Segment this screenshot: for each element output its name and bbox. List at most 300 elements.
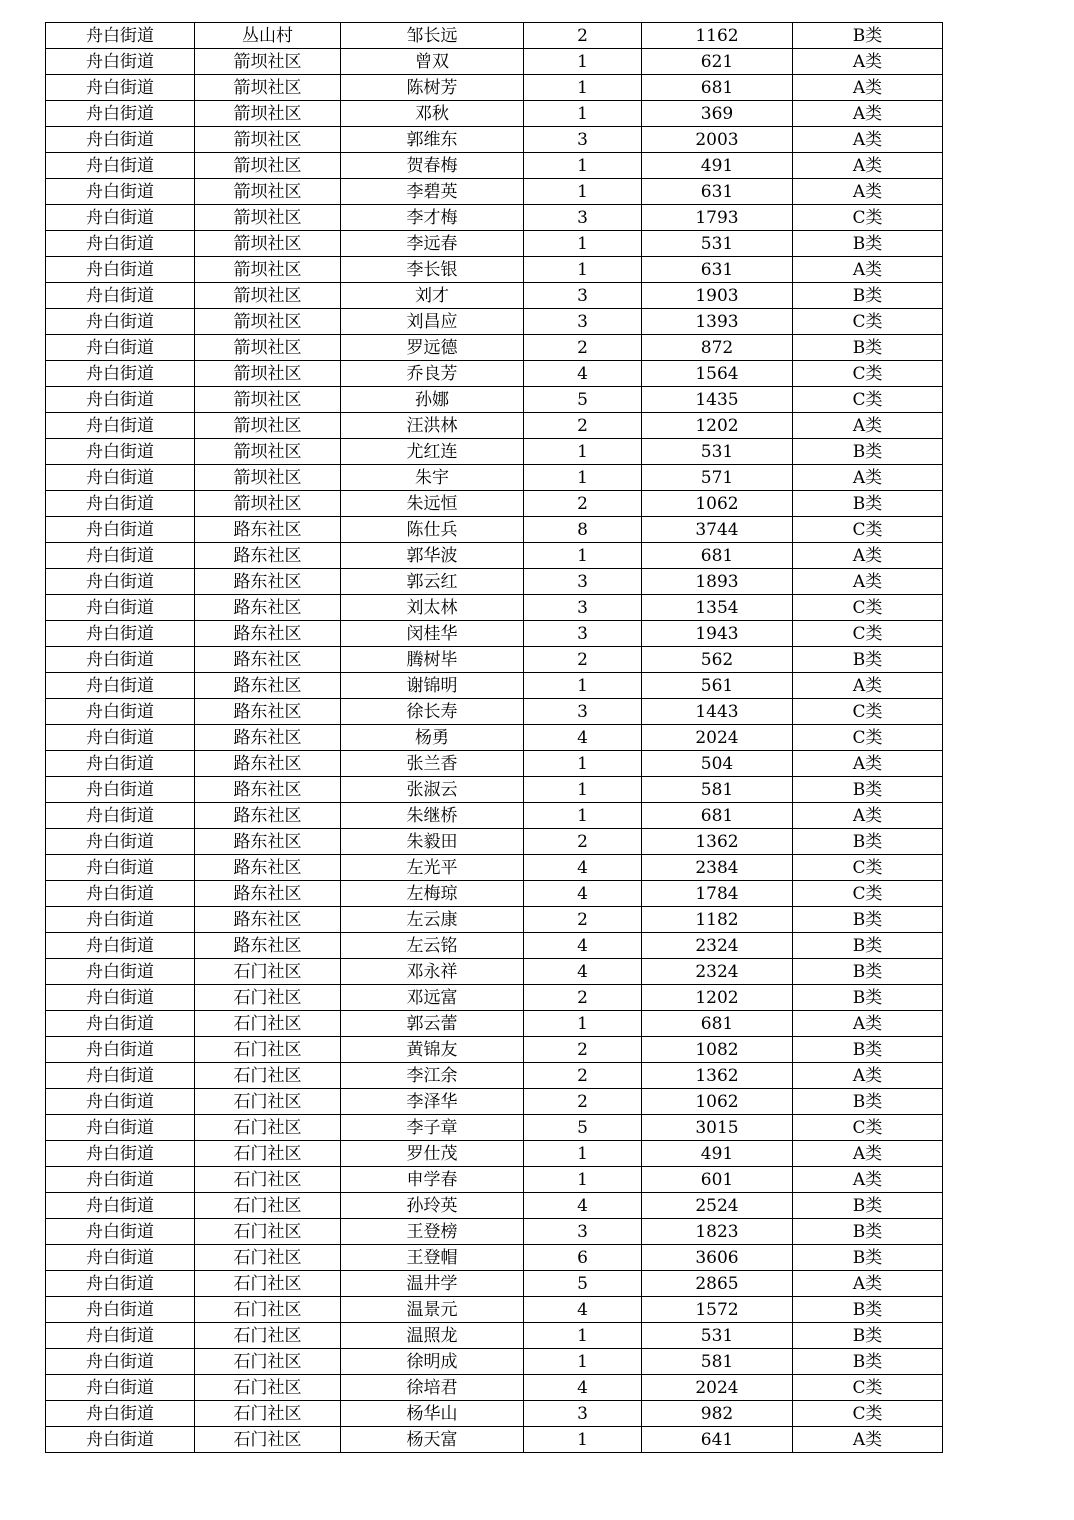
name-cell: 杨天富 xyxy=(341,1427,524,1453)
amount-cell: 3606 xyxy=(642,1245,793,1271)
household-size-cell: 2 xyxy=(524,647,642,673)
category-cell: A类 xyxy=(793,179,943,205)
household-size-cell: 2 xyxy=(524,23,642,49)
community-cell: 石门社区 xyxy=(195,1245,341,1271)
category-cell: B类 xyxy=(793,933,943,959)
table-row xyxy=(46,1115,943,1141)
amount-cell: 621 xyxy=(642,49,793,75)
name-cell: 谢锦明 xyxy=(341,673,524,699)
table-row xyxy=(46,907,943,933)
household-size-cell: 4 xyxy=(524,881,642,907)
community-cell: 路东社区 xyxy=(195,933,341,959)
amount-cell: 631 xyxy=(642,179,793,205)
category-cell: A类 xyxy=(793,127,943,153)
community-cell: 箭坝社区 xyxy=(195,335,341,361)
category-cell: A类 xyxy=(793,1141,943,1167)
category-cell: B类 xyxy=(793,1245,943,1271)
street-cell: 舟白街道 xyxy=(46,127,195,153)
community-cell: 石门社区 xyxy=(195,1271,341,1297)
street-cell: 舟白街道 xyxy=(46,1037,195,1063)
street-cell: 舟白街道 xyxy=(46,75,195,101)
table-row xyxy=(46,881,943,907)
category-cell: C类 xyxy=(793,309,943,335)
category-cell: B类 xyxy=(793,959,943,985)
street-cell: 舟白街道 xyxy=(46,257,195,283)
street-cell: 舟白街道 xyxy=(46,283,195,309)
street-cell: 舟白街道 xyxy=(46,49,195,75)
table-row xyxy=(46,985,943,1011)
household-size-cell: 4 xyxy=(524,959,642,985)
name-cell: 邓永祥 xyxy=(341,959,524,985)
table-row xyxy=(46,1193,943,1219)
name-cell: 徐明成 xyxy=(341,1349,524,1375)
community-cell: 箭坝社区 xyxy=(195,205,341,231)
street-cell: 舟白街道 xyxy=(46,1297,195,1323)
name-cell: 李远春 xyxy=(341,231,524,257)
name-cell: 朱继桥 xyxy=(341,803,524,829)
category-cell: B类 xyxy=(793,231,943,257)
category-cell: C类 xyxy=(793,1401,943,1427)
household-size-cell: 1 xyxy=(524,1141,642,1167)
community-cell: 石门社区 xyxy=(195,1219,341,1245)
name-cell: 左云康 xyxy=(341,907,524,933)
street-cell: 舟白街道 xyxy=(46,803,195,829)
category-cell: B类 xyxy=(793,1297,943,1323)
street-cell: 舟白街道 xyxy=(46,465,195,491)
amount-cell: 1062 xyxy=(642,1089,793,1115)
table-row xyxy=(46,543,943,569)
household-size-cell: 1 xyxy=(524,673,642,699)
household-size-cell: 1 xyxy=(524,1011,642,1037)
household-size-cell: 5 xyxy=(524,387,642,413)
table-row xyxy=(46,309,943,335)
community-cell: 箭坝社区 xyxy=(195,231,341,257)
amount-cell: 1943 xyxy=(642,621,793,647)
street-cell: 舟白街道 xyxy=(46,751,195,777)
community-cell: 箭坝社区 xyxy=(195,101,341,127)
name-cell: 闵桂华 xyxy=(341,621,524,647)
street-cell: 舟白街道 xyxy=(46,1323,195,1349)
records-table-body xyxy=(46,23,943,1453)
street-cell: 舟白街道 xyxy=(46,335,195,361)
community-cell: 箭坝社区 xyxy=(195,309,341,335)
household-size-cell: 1 xyxy=(524,465,642,491)
amount-cell: 1393 xyxy=(642,309,793,335)
community-cell: 箭坝社区 xyxy=(195,127,341,153)
street-cell: 舟白街道 xyxy=(46,1245,195,1271)
category-cell: B类 xyxy=(793,23,943,49)
household-size-cell: 4 xyxy=(524,933,642,959)
street-cell: 舟白街道 xyxy=(46,1271,195,1297)
table-row xyxy=(46,959,943,985)
category-cell: B类 xyxy=(793,1089,943,1115)
category-cell: A类 xyxy=(793,751,943,777)
table-row xyxy=(46,1063,943,1089)
community-cell: 路东社区 xyxy=(195,647,341,673)
amount-cell: 1062 xyxy=(642,491,793,517)
amount-cell: 581 xyxy=(642,1349,793,1375)
amount-cell: 1202 xyxy=(642,413,793,439)
name-cell: 李才梅 xyxy=(341,205,524,231)
table-row xyxy=(46,257,943,283)
table-row xyxy=(46,127,943,153)
household-size-cell: 3 xyxy=(524,569,642,595)
table-row xyxy=(46,413,943,439)
community-cell: 石门社区 xyxy=(195,1297,341,1323)
community-cell: 箭坝社区 xyxy=(195,361,341,387)
amount-cell: 1793 xyxy=(642,205,793,231)
community-cell: 路东社区 xyxy=(195,907,341,933)
amount-cell: 2384 xyxy=(642,855,793,881)
name-cell: 左光平 xyxy=(341,855,524,881)
street-cell: 舟白街道 xyxy=(46,985,195,1011)
household-size-cell: 3 xyxy=(524,1401,642,1427)
category-cell: C类 xyxy=(793,881,943,907)
name-cell: 李子章 xyxy=(341,1115,524,1141)
table-row xyxy=(46,699,943,725)
category-cell: C类 xyxy=(793,621,943,647)
household-size-cell: 4 xyxy=(524,1375,642,1401)
category-cell: A类 xyxy=(793,257,943,283)
name-cell: 郭云红 xyxy=(341,569,524,595)
table-row xyxy=(46,1349,943,1375)
community-cell: 路东社区 xyxy=(195,517,341,543)
category-cell: A类 xyxy=(793,153,943,179)
community-cell: 石门社区 xyxy=(195,1167,341,1193)
amount-cell: 2024 xyxy=(642,725,793,751)
community-cell: 路东社区 xyxy=(195,803,341,829)
category-cell: B类 xyxy=(793,283,943,309)
amount-cell: 1202 xyxy=(642,985,793,1011)
household-size-cell: 4 xyxy=(524,1297,642,1323)
community-cell: 石门社区 xyxy=(195,1037,341,1063)
name-cell: 汪洪林 xyxy=(341,413,524,439)
community-cell: 箭坝社区 xyxy=(195,413,341,439)
amount-cell: 1362 xyxy=(642,1063,793,1089)
community-cell: 石门社区 xyxy=(195,1323,341,1349)
category-cell: A类 xyxy=(793,465,943,491)
household-size-cell: 5 xyxy=(524,1271,642,1297)
community-cell: 石门社区 xyxy=(195,1349,341,1375)
category-cell: C类 xyxy=(793,1375,943,1401)
records-table xyxy=(45,22,943,1453)
name-cell: 李碧英 xyxy=(341,179,524,205)
street-cell: 舟白街道 xyxy=(46,23,195,49)
street-cell: 舟白街道 xyxy=(46,179,195,205)
street-cell: 舟白街道 xyxy=(46,621,195,647)
street-cell: 舟白街道 xyxy=(46,699,195,725)
household-size-cell: 6 xyxy=(524,1245,642,1271)
table-row xyxy=(46,777,943,803)
street-cell: 舟白街道 xyxy=(46,881,195,907)
street-cell: 舟白街道 xyxy=(46,1375,195,1401)
household-size-cell: 1 xyxy=(524,75,642,101)
household-size-cell: 1 xyxy=(524,49,642,75)
amount-cell: 1162 xyxy=(642,23,793,49)
street-cell: 舟白街道 xyxy=(46,1063,195,1089)
street-cell: 舟白街道 xyxy=(46,205,195,231)
table-row xyxy=(46,725,943,751)
street-cell: 舟白街道 xyxy=(46,725,195,751)
community-cell: 石门社区 xyxy=(195,959,341,985)
street-cell: 舟白街道 xyxy=(46,101,195,127)
household-size-cell: 1 xyxy=(524,1349,642,1375)
table-row xyxy=(46,101,943,127)
amount-cell: 369 xyxy=(642,101,793,127)
table-row xyxy=(46,829,943,855)
street-cell: 舟白街道 xyxy=(46,491,195,517)
household-size-cell: 1 xyxy=(524,1167,642,1193)
community-cell: 路东社区 xyxy=(195,621,341,647)
household-size-cell: 1 xyxy=(524,101,642,127)
amount-cell: 681 xyxy=(642,1011,793,1037)
table-row xyxy=(46,179,943,205)
street-cell: 舟白街道 xyxy=(46,1141,195,1167)
community-cell: 箭坝社区 xyxy=(195,283,341,309)
name-cell: 杨勇 xyxy=(341,725,524,751)
name-cell: 刘昌应 xyxy=(341,309,524,335)
amount-cell: 631 xyxy=(642,257,793,283)
household-size-cell: 4 xyxy=(524,1193,642,1219)
category-cell: C类 xyxy=(793,699,943,725)
amount-cell: 681 xyxy=(642,75,793,101)
name-cell: 朱宇 xyxy=(341,465,524,491)
community-cell: 箭坝社区 xyxy=(195,491,341,517)
community-cell: 箭坝社区 xyxy=(195,153,341,179)
community-cell: 石门社区 xyxy=(195,1011,341,1037)
name-cell: 朱毅田 xyxy=(341,829,524,855)
name-cell: 黄锦友 xyxy=(341,1037,524,1063)
category-cell: B类 xyxy=(793,1037,943,1063)
household-size-cell: 1 xyxy=(524,257,642,283)
community-cell: 路东社区 xyxy=(195,881,341,907)
community-cell: 石门社区 xyxy=(195,1115,341,1141)
category-cell: B类 xyxy=(793,907,943,933)
table-row xyxy=(46,1323,943,1349)
name-cell: 乔良芳 xyxy=(341,361,524,387)
street-cell: 舟白街道 xyxy=(46,309,195,335)
amount-cell: 561 xyxy=(642,673,793,699)
amount-cell: 1893 xyxy=(642,569,793,595)
community-cell: 箭坝社区 xyxy=(195,75,341,101)
street-cell: 舟白街道 xyxy=(46,543,195,569)
amount-cell: 1082 xyxy=(642,1037,793,1063)
household-size-cell: 1 xyxy=(524,439,642,465)
community-cell: 路东社区 xyxy=(195,829,341,855)
table-row xyxy=(46,491,943,517)
household-size-cell: 1 xyxy=(524,543,642,569)
street-cell: 舟白街道 xyxy=(46,907,195,933)
household-size-cell: 3 xyxy=(524,283,642,309)
name-cell: 温井学 xyxy=(341,1271,524,1297)
table-row xyxy=(46,647,943,673)
amount-cell: 2524 xyxy=(642,1193,793,1219)
name-cell: 朱远恒 xyxy=(341,491,524,517)
name-cell: 李江余 xyxy=(341,1063,524,1089)
category-cell: C类 xyxy=(793,855,943,881)
name-cell: 李泽华 xyxy=(341,1089,524,1115)
amount-cell: 681 xyxy=(642,543,793,569)
table-row xyxy=(46,75,943,101)
street-cell: 舟白街道 xyxy=(46,153,195,179)
community-cell: 丛山村 xyxy=(195,23,341,49)
household-size-cell: 1 xyxy=(524,231,642,257)
category-cell: B类 xyxy=(793,777,943,803)
amount-cell: 3744 xyxy=(642,517,793,543)
category-cell: B类 xyxy=(793,985,943,1011)
amount-cell: 504 xyxy=(642,751,793,777)
name-cell: 徐培君 xyxy=(341,1375,524,1401)
table-row xyxy=(46,569,943,595)
name-cell: 郭云蕾 xyxy=(341,1011,524,1037)
category-cell: C类 xyxy=(793,595,943,621)
amount-cell: 2324 xyxy=(642,933,793,959)
name-cell: 刘才 xyxy=(341,283,524,309)
table-row xyxy=(46,153,943,179)
category-cell: A类 xyxy=(793,75,943,101)
community-cell: 路东社区 xyxy=(195,543,341,569)
table-row xyxy=(46,1037,943,1063)
household-size-cell: 1 xyxy=(524,179,642,205)
category-cell: C类 xyxy=(793,205,943,231)
amount-cell: 491 xyxy=(642,1141,793,1167)
household-size-cell: 3 xyxy=(524,699,642,725)
household-size-cell: 4 xyxy=(524,855,642,881)
category-cell: C类 xyxy=(793,1115,943,1141)
household-size-cell: 5 xyxy=(524,1115,642,1141)
name-cell: 罗远德 xyxy=(341,335,524,361)
community-cell: 石门社区 xyxy=(195,985,341,1011)
household-size-cell: 2 xyxy=(524,829,642,855)
community-cell: 路东社区 xyxy=(195,673,341,699)
table-row xyxy=(46,1219,943,1245)
name-cell: 孙娜 xyxy=(341,387,524,413)
household-size-cell: 3 xyxy=(524,309,642,335)
category-cell: A类 xyxy=(793,101,943,127)
household-size-cell: 2 xyxy=(524,1037,642,1063)
community-cell: 路东社区 xyxy=(195,725,341,751)
amount-cell: 491 xyxy=(642,153,793,179)
name-cell: 杨华山 xyxy=(341,1401,524,1427)
household-size-cell: 2 xyxy=(524,1089,642,1115)
community-cell: 路东社区 xyxy=(195,751,341,777)
table-row xyxy=(46,23,943,49)
street-cell: 舟白街道 xyxy=(46,595,195,621)
street-cell: 舟白街道 xyxy=(46,933,195,959)
household-size-cell: 3 xyxy=(524,127,642,153)
community-cell: 石门社区 xyxy=(195,1063,341,1089)
community-cell: 箭坝社区 xyxy=(195,439,341,465)
street-cell: 舟白街道 xyxy=(46,829,195,855)
table-row xyxy=(46,1427,943,1453)
category-cell: B类 xyxy=(793,1323,943,1349)
table-row xyxy=(46,517,943,543)
amount-cell: 601 xyxy=(642,1167,793,1193)
amount-cell: 1572 xyxy=(642,1297,793,1323)
household-size-cell: 1 xyxy=(524,1427,642,1453)
street-cell: 舟白街道 xyxy=(46,387,195,413)
community-cell: 箭坝社区 xyxy=(195,465,341,491)
table-row xyxy=(46,1011,943,1037)
name-cell: 温景元 xyxy=(341,1297,524,1323)
amount-cell: 1182 xyxy=(642,907,793,933)
category-cell: A类 xyxy=(793,673,943,699)
household-size-cell: 8 xyxy=(524,517,642,543)
amount-cell: 982 xyxy=(642,1401,793,1427)
street-cell: 舟白街道 xyxy=(46,647,195,673)
category-cell: B类 xyxy=(793,1219,943,1245)
street-cell: 舟白街道 xyxy=(46,1089,195,1115)
household-size-cell: 2 xyxy=(524,335,642,361)
name-cell: 温照龙 xyxy=(341,1323,524,1349)
name-cell: 郭华波 xyxy=(341,543,524,569)
household-size-cell: 3 xyxy=(524,205,642,231)
community-cell: 路东社区 xyxy=(195,777,341,803)
category-cell: A类 xyxy=(793,1063,943,1089)
category-cell: B类 xyxy=(793,829,943,855)
amount-cell: 1443 xyxy=(642,699,793,725)
name-cell: 尤红连 xyxy=(341,439,524,465)
household-size-cell: 4 xyxy=(524,361,642,387)
household-size-cell: 1 xyxy=(524,777,642,803)
table-row xyxy=(46,803,943,829)
category-cell: A类 xyxy=(793,1271,943,1297)
table-row xyxy=(46,439,943,465)
name-cell: 王登榜 xyxy=(341,1219,524,1245)
name-cell: 徐长寿 xyxy=(341,699,524,725)
street-cell: 舟白街道 xyxy=(46,959,195,985)
category-cell: A类 xyxy=(793,1167,943,1193)
category-cell: A类 xyxy=(793,49,943,75)
name-cell: 左梅琼 xyxy=(341,881,524,907)
street-cell: 舟白街道 xyxy=(46,1167,195,1193)
amount-cell: 3015 xyxy=(642,1115,793,1141)
category-cell: A类 xyxy=(793,569,943,595)
amount-cell: 681 xyxy=(642,803,793,829)
name-cell: 陈树芳 xyxy=(341,75,524,101)
amount-cell: 1354 xyxy=(642,595,793,621)
community-cell: 箭坝社区 xyxy=(195,257,341,283)
table-row xyxy=(46,49,943,75)
name-cell: 腾树毕 xyxy=(341,647,524,673)
table-row xyxy=(46,465,943,491)
community-cell: 路东社区 xyxy=(195,699,341,725)
street-cell: 舟白街道 xyxy=(46,855,195,881)
household-size-cell: 2 xyxy=(524,907,642,933)
table-row xyxy=(46,751,943,777)
community-cell: 石门社区 xyxy=(195,1401,341,1427)
community-cell: 箭坝社区 xyxy=(195,387,341,413)
category-cell: A类 xyxy=(793,413,943,439)
household-size-cell: 1 xyxy=(524,803,642,829)
name-cell: 张淑云 xyxy=(341,777,524,803)
amount-cell: 581 xyxy=(642,777,793,803)
community-cell: 路东社区 xyxy=(195,595,341,621)
category-cell: A类 xyxy=(793,543,943,569)
category-cell: B类 xyxy=(793,1193,943,1219)
amount-cell: 1435 xyxy=(642,387,793,413)
community-cell: 石门社区 xyxy=(195,1141,341,1167)
community-cell: 石门社区 xyxy=(195,1193,341,1219)
table-row xyxy=(46,1167,943,1193)
name-cell: 邓远富 xyxy=(341,985,524,1011)
street-cell: 舟白街道 xyxy=(46,413,195,439)
community-cell: 箭坝社区 xyxy=(195,179,341,205)
name-cell: 曾双 xyxy=(341,49,524,75)
category-cell: B类 xyxy=(793,491,943,517)
category-cell: B类 xyxy=(793,335,943,361)
household-size-cell: 2 xyxy=(524,491,642,517)
